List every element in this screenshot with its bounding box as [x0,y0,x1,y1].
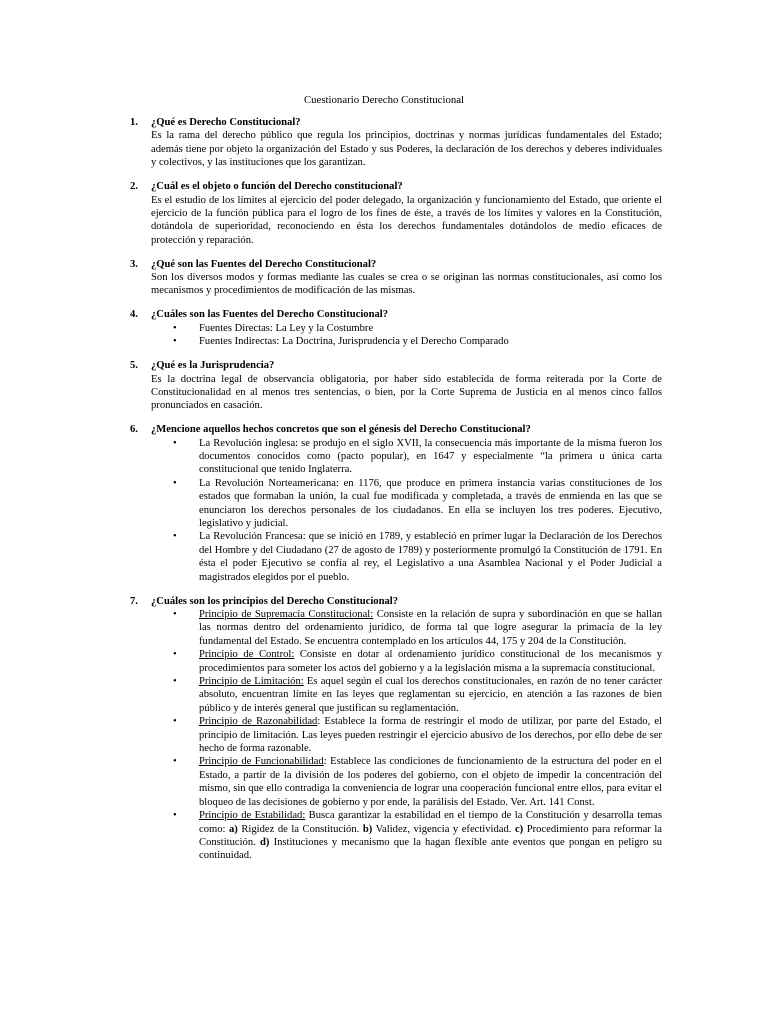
question-number: 2. [130,181,138,193]
question-title: ¿Cuáles son los principios del Derecho Constitucional? [151,595,399,607]
principle-item [151,715,662,755]
bullet-icon: • [173,437,177,449]
principle-text: Consiste en la relación de supra y subordinación en que se hallan las normas dentro del ordenamiento jurídico, de forma tal que logre asegurar la primacía de la ley fundamental del Estado. Se encuentra contemplado en los artículos 44, 175 y 204 de la Constitución. [199,609,662,647]
bullet-icon: • [173,810,177,822]
question-6 [124,423,662,584]
principle-item [151,608,662,648]
principles-list [151,608,662,863]
question-title: ¿Qué es la Jurisprudencia? [151,360,275,372]
bullet-text: Fuentes Directas: La Ley y la Costumbre [199,322,374,334]
principle-text: Consiste en dotar al ordenamiento jurídico constitucional de los mecanismos y procedimientos para someter los actos del gobierno y a la legislación misma a la supremacía constitucional. [199,649,662,674]
question-number: 6. [130,424,138,436]
principle-text: Busca garantizar la estabilidad en el tiempo de la Constitución y desarrolla temas como: [199,810,662,835]
principle-item [151,648,662,675]
question-2 [124,180,662,247]
question-3 [124,258,662,298]
question-number: 5. [130,360,138,372]
bullet-item [151,335,662,348]
question-title: ¿Qué son las Fuentes del Derecho Constitucional? [151,258,377,270]
question-title: ¿Mencione aquellos hechos concretos que son el génesis del Derecho Constitucional? [151,424,531,436]
bullet-icon: • [173,609,177,620]
bullet-text: La Revolución Norteamericana: en 1176, que produce en primera instancia varias constituciones de los estados que formaban la unión, la cual fue modificada y completada, a través de enmienda en las que se enunciaron los derechos personales de los ciudadanos. En ella se incluyen los tres poderes. Ejecutivo, legislativo y judicial. [199,477,662,530]
document-title: Cuestionario Derecho Constitucional [303,94,465,106]
item-text-d: Instituciones y mecanismo que la hagan flexible ante eventos que pongan en peligro su continuidad. [199,836,663,862]
question-4 [124,308,662,348]
question-answer: Es la doctrina legal de observancia obligatoria, por haber sido establecida de forma reiterada por la Corte de Constitucionalidad en al menos tres sentencias, o bien, por la Corte Suprema de Justicia en al menos cinco fallos pronunciados en casación. [151,373,662,412]
bullet-list [151,437,662,584]
question-answer: Es el estudio de los límites al ejercicio del poder delegado, la organización y funcionamiento del Estado, que oriente el ejercicio de la función pública para el logro de los fines de éste, a través de los límites y valores en la Constitución, dotándola de superioridad, reconociendo en ésta los derechos fundamentales dotándolos de medio eficaces de protección y reparación. [151,194,662,246]
bullet-text: Fuentes Indirectas: La Doctrina, Jurisprudencia y el Derecho Comparado [199,336,509,348]
principle-name: Principio de Funcionabilidad [199,756,324,768]
principle-item [151,755,662,809]
principle-item [151,809,662,863]
bullet-icon: • [173,649,177,661]
question-5 [124,359,662,413]
bullet-icon: • [173,756,177,768]
principle-name: Principio de Estabilidad: [199,810,306,822]
bullet-list [151,322,662,349]
question-title: ¿Cuáles son las Fuentes del Derecho Constitucional? [151,309,388,321]
principle-name: Principio de Razonabilidad [199,716,318,728]
bullet-icon: • [173,531,177,543]
principle-name: Principio de Limitación: [199,676,304,688]
item-text-a: Rigidez de la Constitución. [237,823,363,835]
bullet-item [151,322,662,335]
principle-text: : Establece las condiciones de funcionamiento de la estructura del poder en el Estado, a partir de la división de los poderes del gobierno, con el objeto de impedir la concentración del mismo, sin que ello contradiga la conveniencia de lograr una cooperación funcional entre ellos, para evitar el bloqueo de las decisiones de gobierno y por ende, la parálisis del Estado. Ver. Art. 141 Const. [199,756,662,808]
question-title: ¿Cuál es el objeto o función del Derecho constitucional? [151,181,403,193]
item-label-a: a) [229,823,238,835]
question-7 [124,595,662,863]
bullet-text: La Revolución Francesa: que se inició en 1789, y estableció en primer lugar la Declaración de los Derechos del Hombre y del Ciudadano (27 de agosto de 1789) y posteriormente promulgó la Constitución de 1791. En ésta el poder Ejecutivo se confía al rey, el Legislativo a una Asamblea Nacional y el Poder Judicial a magistrados elegidos por el pueblo. [199,531,662,583]
bullet-icon: • [173,336,177,348]
question-number: 4. [130,309,138,321]
bullet-icon: • [173,716,177,728]
question-number: 3. [130,258,138,270]
bullet-icon: • [173,676,177,688]
principle-name: Principio de Control: [199,649,295,661]
bullet-text: La Revolución inglesa: se produjo en el siglo XVII, la consecuencia más importante de la misma fueron los documentos conocidos como (pacto popular), en 1647 y especialmente “la primera u única carta constitucional que tenido Inglaterra. [199,437,662,476]
question-answer: Es la rama del derecho público que regula los principios, doctrinas y normas jurídicas fundamentales del Estado; además tiene por objeto la organización del Estado y sus Poderes, la declaración de los derechos y deberes individuales y colectivos, y las instituciones que los garantizan. [151,130,662,169]
bullet-item [151,530,662,584]
principle-text: : Establece la forma de restringir el modo de utilizar, por parte del Estado, el principio de limitación. Las leyes pueden restringir el ejercicio abusivo de los derechos, por ello debe de ser hecho de forma razonable. [199,716,662,755]
question-title: ¿Qué es Derecho Constitucional? [151,117,301,128]
item-text-c: Procedimiento para reformar la Constitución. [199,823,662,848]
bullet-icon: • [173,322,177,334]
question-number: 1. [130,117,138,128]
item-label-c: c) [514,823,524,835]
question-number: 7. [130,595,138,607]
question-answer: Son los diversos modos y formas mediante las cuales se crea o se originan las normas constitucionales, así como los mecanismos y procedimientos de modificación de las mismas. [151,272,662,297]
question-list [124,116,662,873]
bullet-item [151,437,662,477]
item-label-b: b) [362,823,373,835]
principle-item [151,675,662,715]
question-1 [124,116,662,170]
principle-name: Principio de Supremacía Constitucional: [199,609,374,620]
item-label-d: d) [259,836,270,848]
principle-text: Es aquel según el cual los derechos constitucionales, en razón de no tener carácter absoluto, encuentran límite en las leyes que reglamentan su ejercicio, en atención a las razones de bien público y de interés general que justifican su reglamentación. [199,676,662,714]
item-text-b: Validez, vigencia y efectividad. [372,823,515,835]
bullet-icon: • [173,477,177,489]
bullet-item [151,477,662,531]
